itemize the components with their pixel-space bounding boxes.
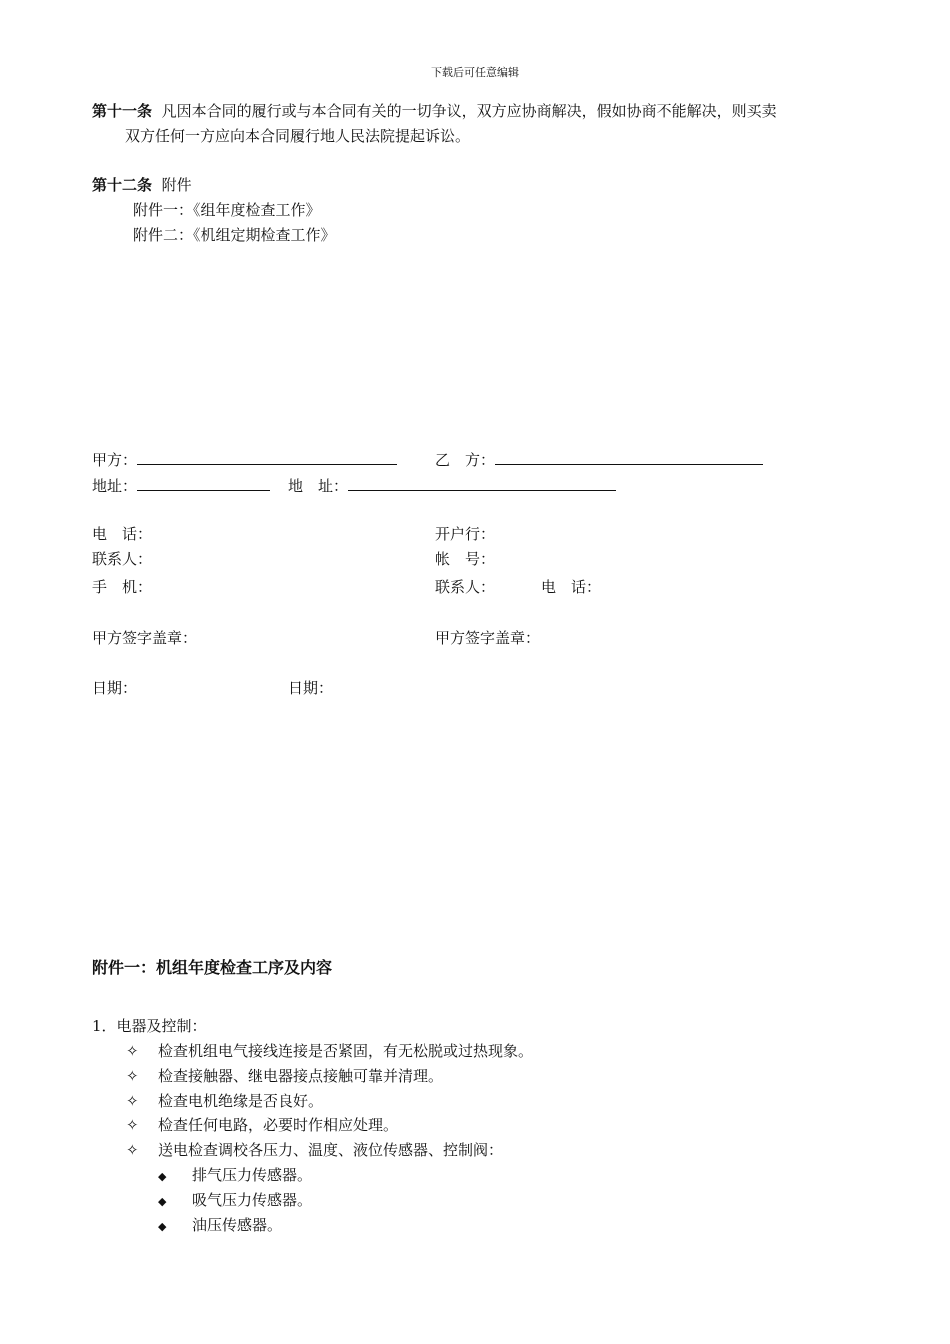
sub-checklist-item <box>158 1168 312 1183</box>
phone-a-label: 电 话： <box>92 525 153 543</box>
phone-b-label: 电 话： <box>541 578 602 596</box>
sub-checklist-item-text: 吸气压力传感器。 <box>192 1191 313 1209</box>
diamond-solid-icon: ◆ <box>158 1195 167 1208</box>
appendix-1-title: 附件一：机组年度检查工序及内容 <box>92 958 333 977</box>
article-12-label: 第十二条 <box>92 176 153 194</box>
address-a-row <box>92 476 270 494</box>
section-1-heading: 1．电器及控制： <box>92 1017 207 1035</box>
checklist-item-text: 检查任何电路，必要时作相应处理。 <box>158 1116 399 1134</box>
sub-checklist-item-text: 排气压力传感器。 <box>192 1166 313 1184</box>
header-note: 下载后可任意编辑 <box>431 66 519 79</box>
sub-checklist-item-text: 油压传感器。 <box>192 1216 283 1234</box>
party-a-label: 甲方： <box>92 451 138 469</box>
checklist-item-text: 检查接触器、继电器接点接触可靠并清理。 <box>158 1067 444 1085</box>
mobile-a-label: 手 机： <box>92 578 153 596</box>
party-b-row <box>435 450 763 468</box>
contact-b-label: 联系人： <box>435 578 496 596</box>
date-b-label: 日期： <box>288 679 334 697</box>
diamond-outline-icon: ✧ <box>126 1116 139 1134</box>
contact-a-label: 联系人： <box>92 550 153 568</box>
seal-a-label: 甲方签字盖章： <box>92 629 198 647</box>
checklist-item <box>126 1143 503 1158</box>
article-12-heading <box>92 178 192 193</box>
diamond-outline-icon: ✧ <box>126 1067 139 1085</box>
address-b-label: 地 址： <box>288 477 349 495</box>
article-12-text: 附件 <box>161 176 192 194</box>
seal-b-label: 甲方签字盖章： <box>435 629 541 647</box>
checklist-item-text: 检查机组电气接线连接是否紧固，有无松脱或过热现象。 <box>158 1042 534 1060</box>
bank-b-label: 开户行： <box>435 525 496 543</box>
checklist-item <box>126 1069 443 1084</box>
attachment-item: 附件一：《组年度检查工作》 <box>133 201 321 219</box>
account-b-label: 帐 号： <box>435 550 496 568</box>
checklist-item <box>126 1044 533 1059</box>
party-a-blank[interactable] <box>137 450 397 465</box>
checklist-item <box>126 1118 398 1133</box>
address-b-blank[interactable] <box>348 476 616 491</box>
party-b-blank[interactable] <box>495 450 763 465</box>
checklist-item-text: 检查电机绝缘是否良好。 <box>158 1092 324 1110</box>
sub-checklist-item <box>158 1193 312 1208</box>
diamond-solid-icon: ◆ <box>158 1220 167 1233</box>
checklist-item <box>126 1094 323 1109</box>
article-11-text-line1: 凡因本合同的履行或与本合同有关的一切争议，双方应协商解决，假如协商不能解决，则买卖 <box>161 102 777 120</box>
checklist-item-text: 送电检查调校各压力、温度、液位传感器、控制阀： <box>158 1141 504 1159</box>
diamond-outline-icon: ✧ <box>126 1092 139 1110</box>
article-11-text-line2: 双方任何一方应向本合同履行地人民法院提起诉讼。 <box>125 127 471 145</box>
attachment-item: 附件二：《机组定期检查工作》 <box>133 226 336 244</box>
article-11-line1 <box>92 104 777 119</box>
party-a-row <box>92 450 397 468</box>
diamond-solid-icon: ◆ <box>158 1170 167 1183</box>
diamond-outline-icon: ✧ <box>126 1141 139 1159</box>
address-a-label: 地址： <box>92 477 138 495</box>
article-11-label: 第十一条 <box>92 102 153 120</box>
sub-checklist-item <box>158 1218 282 1233</box>
address-a-blank[interactable] <box>137 476 270 491</box>
party-b-label: 乙 方： <box>435 451 496 469</box>
address-b-row <box>288 476 616 494</box>
date-a-label: 日期： <box>92 679 138 697</box>
diamond-outline-icon: ✧ <box>126 1042 139 1060</box>
